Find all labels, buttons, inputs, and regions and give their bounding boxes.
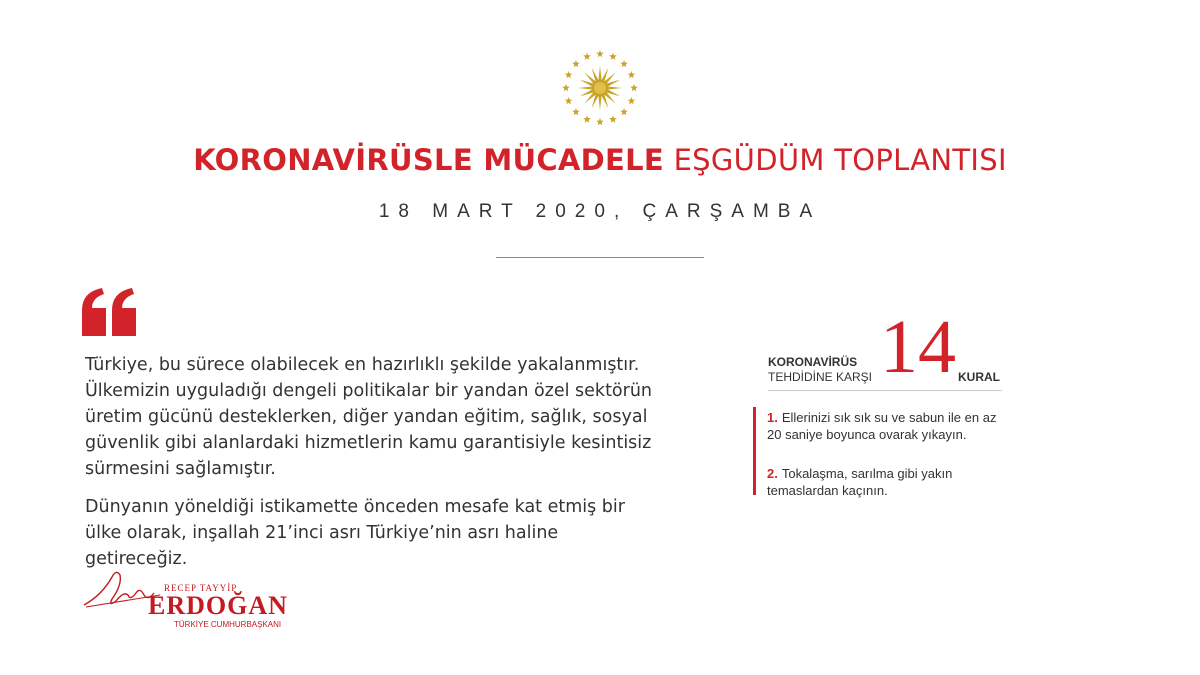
rule-text: Tokalaşma, sarılma gibi yakın temaslardan kaçının. [767,466,953,498]
emblem-star [583,115,591,122]
header-divider [496,257,704,258]
signature-first-name: RECEP TAYYİP [164,583,238,593]
rule-number: 2. [767,466,778,481]
emblem-star [609,115,617,122]
emblem-star [620,108,628,115]
meeting-date: 18 MART 2020, ÇARŞAMBA [378,201,822,222]
rules-heading-divider [768,390,1002,391]
emblem-star [596,118,604,125]
emblem-star [583,53,591,60]
emblem-star [596,50,604,57]
emblem-star [565,97,573,104]
emblem-star [630,84,638,91]
rules-heading-line1: KORONAVİRÜS [768,355,858,369]
rule-text: Ellerinizi sık sık su ve sabun ile en az 20 saniye boyunca ovarak yıkayın. [767,410,997,442]
title-bold: KORONAVİRÜSLE MÜCADELE [193,143,665,177]
quote-text [85,352,665,584]
page-title [0,143,1200,177]
list-item [767,465,1012,499]
rules-heading [768,305,1008,395]
emblem-sun-core [594,82,606,94]
emblem-star [565,71,573,78]
emblem-star [562,84,570,91]
list-item [767,409,1012,443]
rules-accent-bar [753,407,756,495]
emblem-star [609,53,617,60]
emblem-star [572,60,580,67]
emblem-star [628,97,636,104]
rules-heading-line2: TEHDİDİNE KARŞI [768,370,873,384]
rules-count: 14 [880,305,956,389]
signature-last-name: ERDOĞAN [148,591,288,620]
emblem-star [620,60,628,67]
signature-block [82,565,302,635]
signature-role: TÜRKİYE CUMHURBAŞKANI [174,620,282,629]
emblem-star [628,71,636,78]
quote-paragraph-2: Dünyanın yöneldiği istikamette önceden mesafe kat etmiş bir ülke olarak, inşallah 21’inci asrı Türkiye’nin asrı haline getireceğiz. [85,497,625,569]
quote-paragraph-1: Türkiye, bu sürece olabilecek en hazırlıklı şekilde yakalanmıştır. Ülkemizin uyguladığı dengeli politikalar bir yandan özel sektörün üretim gücünü desteklerken, diğer yandan eğitim, sağlık, sosyal güvenlik gibi alanlardaki hizmetlerin kamu garantisiyle kesintisiz sürmesini sağlamıştır. [85,355,653,479]
quote-mark-icon [80,288,140,338]
rule-number: 1. [767,410,778,425]
rules-kural-label: KURAL [958,370,1000,384]
presidential-seal-icon [560,48,640,128]
emblem-star [572,108,580,115]
title-regular: EŞGÜDÜM TOPLANTISI [673,143,1007,177]
